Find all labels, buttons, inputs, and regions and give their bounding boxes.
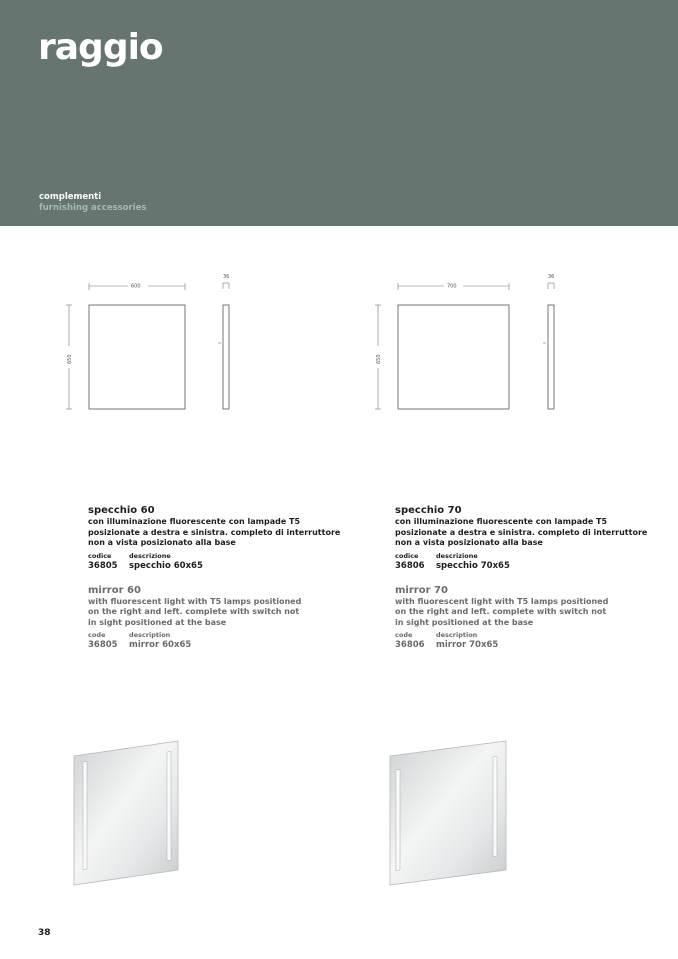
product-code: 36805 — [88, 560, 118, 571]
product-title: specchio 60 — [88, 505, 155, 516]
code-label: codice — [395, 551, 419, 560]
product-block-60 — [88, 505, 348, 650]
technical-drawing-60 — [60, 268, 250, 418]
dim-width-70: 700 — [447, 283, 457, 290]
code-header — [395, 631, 655, 640]
product-title: specchio 70 — [395, 505, 462, 516]
page-number: 38 — [38, 928, 51, 938]
description-label: description — [129, 631, 171, 639]
code-header — [88, 631, 348, 640]
dim-height-70: 650 — [376, 354, 382, 364]
product-item: mirror 70x65 — [436, 640, 499, 650]
category-it: complementi — [39, 192, 102, 202]
product-code: 36805 — [88, 640, 118, 650]
code-header — [88, 552, 348, 561]
product-en-70 — [395, 585, 655, 651]
product-description: with fluorescent light with T5 lamps positioned on the right and left. complete with switch not in sight positioned at the base — [88, 596, 302, 627]
product-code: 36806 — [395, 560, 425, 571]
dim-depth-60: 36 — [223, 274, 230, 280]
product-title: mirror 70 — [395, 584, 448, 596]
code-label: codice — [88, 551, 112, 560]
dim-depth-70: 36 — [548, 274, 555, 280]
product-item: mirror 60x65 — [129, 640, 192, 650]
brand-logo: raggio — [38, 27, 163, 68]
product-code: 36806 — [395, 640, 425, 650]
category-en: furnishing accessories — [39, 203, 147, 213]
product-item: specchio 60x65 — [129, 560, 203, 571]
code-row — [88, 561, 348, 571]
mirror-photo-60 — [70, 738, 185, 892]
description-label: descrizione — [436, 551, 478, 560]
product-title: mirror 60 — [88, 584, 141, 596]
description-label: descrizione — [129, 551, 171, 560]
mirror-photo-70 — [386, 738, 511, 892]
product-description: with fluorescent light with T5 lamps positioned on the right and left. complete with switch not in sight positioned at the base — [395, 596, 609, 627]
product-block-70 — [395, 505, 655, 650]
description-label: description — [436, 631, 478, 639]
product-description: con illuminazione fluorescente con lampade T5 posizionate a destra e sinistra. completo di interruttore non a vista posizionato alla base — [88, 517, 341, 547]
code-header — [395, 552, 655, 561]
product-it-70 — [395, 505, 655, 571]
technical-drawing-70 — [369, 268, 569, 418]
code-label: code — [88, 631, 106, 639]
code-row — [395, 640, 655, 650]
product-description: con illuminazione fluorescente con lampade T5 posizionate a destra e sinistra. completo di interruttore non a vista posizionato alla base — [395, 517, 648, 547]
code-row — [395, 561, 655, 571]
code-label: code — [395, 631, 413, 639]
product-en-60 — [88, 585, 348, 651]
header-band — [0, 0, 678, 226]
dim-height-60: 650 — [67, 354, 73, 364]
dim-width-60: 600 — [131, 283, 141, 290]
code-row — [88, 640, 348, 650]
product-item: specchio 70x65 — [436, 560, 510, 571]
product-it-60 — [88, 505, 348, 571]
